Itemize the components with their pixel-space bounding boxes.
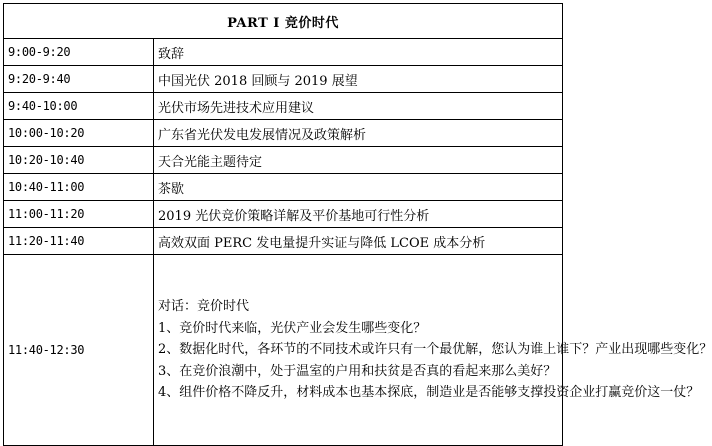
topic-cell: 中国光伏 2018 回顾与 2019 展望 xyxy=(154,66,563,93)
time-cell: 10:20-10:40 xyxy=(4,147,154,174)
time-cell: 10:00-10:20 xyxy=(4,120,154,147)
dialogue-question: 4、组件价格不降反升，材料成本也基本探底，制造业是否能够支撑投资企业打赢竞价这一仗？ xyxy=(158,385,700,401)
dialogue-question: 3、在竞价浪潮中，处于温室的户用和扶贫是否真的看起来那么美好？ xyxy=(158,363,557,379)
topic-cell: 光伏市场先进技术应用建议 xyxy=(154,93,563,120)
time-cell: 11:00-11:20 xyxy=(4,201,154,228)
table-row xyxy=(4,174,563,201)
table-row xyxy=(4,228,563,255)
dialogue-cell xyxy=(154,255,712,446)
table-row xyxy=(4,39,563,66)
table-row xyxy=(4,201,563,228)
dialogue-question: 2、数据化时代，各环节的不同技术或许只有一个最优解，您认为谁上谁下？产业出现哪些变化？ xyxy=(158,342,712,358)
time-cell: 9:00-9:20 xyxy=(4,39,154,66)
time-cell: 9:20-9:40 xyxy=(4,66,154,93)
dialogue-title: 对话：竞价时代 xyxy=(158,299,250,315)
table-row xyxy=(4,66,563,93)
time-cell: 9:40-10:00 xyxy=(4,93,154,120)
table-row xyxy=(4,147,563,174)
topic-cell: 茶歇 xyxy=(154,174,563,201)
table-row xyxy=(4,93,563,120)
time-cell: 11:20-11:40 xyxy=(4,228,154,255)
part-title: PART I 竞价时代 xyxy=(4,4,563,39)
topic-cell: 高效双面 PERC 发电量提升实证与降低 LCOE 成本分析 xyxy=(154,228,563,255)
time-cell: 10:40-11:00 xyxy=(4,174,154,201)
dialogue-question: 1、竞价时代来临，光伏产业会发生哪些变化？ xyxy=(158,320,427,336)
topic-cell: 天合光能主题待定 xyxy=(154,147,563,174)
time-cell: 11:40-12:30 xyxy=(4,255,154,446)
topic-cell: 广东省光伏发电发展情况及政策解析 xyxy=(154,120,563,147)
dialogue-row xyxy=(4,255,563,446)
part-header-row xyxy=(4,4,563,39)
table-row xyxy=(4,120,563,147)
topic-cell: 致辞 xyxy=(154,39,563,66)
schedule-table xyxy=(3,3,712,446)
topic-cell: 2019 光伏竞价策略详解及平价基地可行性分析 xyxy=(154,201,563,228)
